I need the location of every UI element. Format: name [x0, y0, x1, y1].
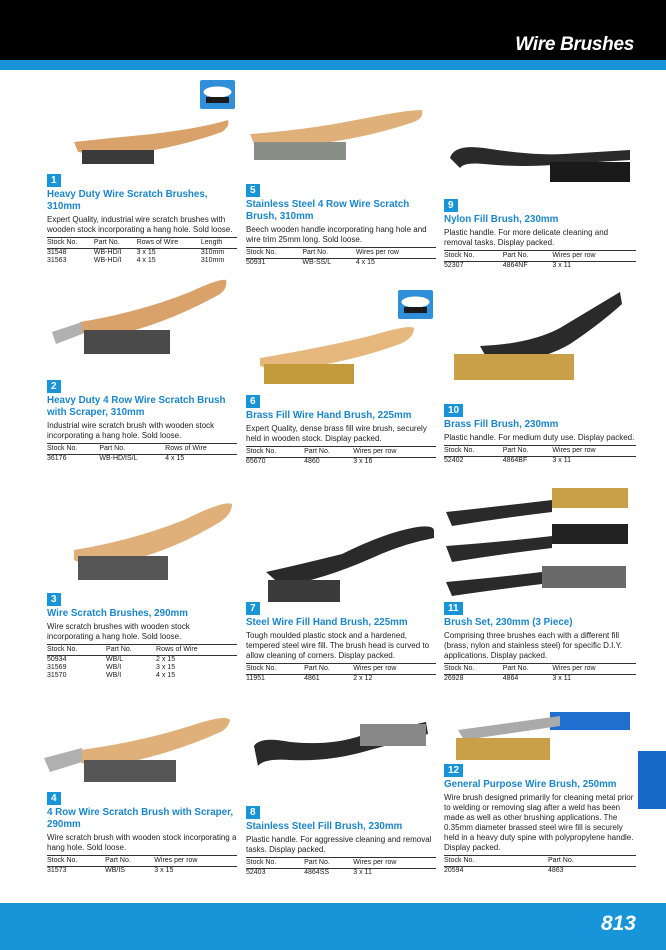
col-header: Wires per row: [353, 664, 436, 675]
product-number: 3: [47, 593, 61, 606]
product-7: [246, 598, 436, 683]
table-row: 50931 WB-SS/L 4 x 15: [246, 259, 375, 266]
table-row: 52307 4864NF 3 x 11: [444, 262, 571, 269]
product-title: Steel Wire Fill Hand Brush, 225mm: [246, 617, 408, 628]
brass-brush-image-6: [250, 318, 418, 390]
spec-table: [246, 857, 436, 877]
col-header: Stock No.: [47, 856, 105, 867]
table-row: 31548 WB-HD/I 3 x 15 310mm: [47, 249, 225, 256]
product-title: Brass Fill Brush, 230mm: [444, 419, 559, 430]
table-row: 65670 4860 3 x 16: [246, 458, 373, 465]
footer-bar: [0, 903, 666, 950]
product-5: [246, 180, 436, 267]
product-8: [246, 802, 436, 877]
product-title: Nylon Fill Brush, 230mm: [444, 214, 559, 225]
table-row: 31570 WB/I 4 x 15: [47, 672, 176, 679]
spec-table: [246, 247, 436, 267]
product-description: Plastic handle. For more delicate cleaning and removal tasks. Display packed.: [444, 228, 609, 247]
product-9: [444, 195, 636, 270]
col-header: Wires per row: [353, 858, 436, 869]
col-header: Stock No.: [47, 645, 106, 656]
product-number: 9: [444, 199, 458, 212]
col-header: Part No.: [105, 856, 154, 867]
draper-expert-logo: [200, 80, 235, 109]
product-1: [47, 170, 237, 265]
col-header: Rows of Wire: [165, 444, 237, 455]
product-6: [246, 391, 436, 466]
product-12: [444, 760, 636, 875]
spec-table: [444, 855, 636, 875]
product-number: 12: [444, 764, 463, 777]
product-description: Industrial wire scratch brush with wooden stock incorporating a hang hole. Sold loose.: [47, 421, 215, 440]
product-title: Brush Set, 230mm (3 Piece): [444, 617, 573, 628]
spec-table: [47, 855, 237, 875]
col-header: Part No.: [304, 447, 353, 458]
product-2: [47, 376, 237, 463]
brush-set-image-11: [442, 482, 632, 600]
col-header: Part No.: [302, 248, 355, 259]
product-title: Stainless Steel Fill Brush, 230mm: [246, 821, 403, 832]
product-description: Tough moulded plastic stock and a hardened, tempered steel wire fill. The brush head is curved to allow cleaning of corners. Display packed.: [246, 631, 430, 660]
col-header: Stock No.: [246, 248, 302, 259]
brass-brush-image-10: [450, 284, 626, 394]
section-tab: [638, 751, 666, 809]
col-header: Wires per row: [552, 251, 636, 262]
col-header: Part No.: [106, 645, 156, 656]
table-row: 31569 WB/I 3 x 15: [47, 664, 176, 671]
col-header: Wires per row: [552, 664, 636, 675]
draper-expert-logo: [398, 290, 433, 319]
product-description: Wire scratch brush with wooden stock incorporating a hang hole. Sold loose.: [47, 833, 237, 852]
product-description: Comprising three brushes each with a different fill (brass, nylon and stainless steel) for specific D.I.Y. applications. Display packed.: [444, 631, 623, 660]
product-number: 4: [47, 792, 61, 805]
col-header: Stock No.: [444, 446, 503, 457]
table-row: 31573 WB/IS 3 x 15: [47, 867, 174, 874]
table-row: 50934 WB/L 2 x 15: [47, 656, 176, 663]
product-3: [47, 589, 237, 680]
header-accent-line: [0, 60, 666, 70]
col-header: Rows of Wire: [156, 645, 237, 656]
col-header: Stock No.: [47, 238, 94, 249]
col-header: Part No.: [304, 858, 353, 869]
product-number: 5: [246, 184, 260, 197]
table-row: 52402 4864BF 3 x 11: [444, 457, 571, 464]
col-header: Part No.: [548, 856, 636, 867]
table-row: 31563 WB-HD/I 4 x 15 310mm: [47, 257, 225, 264]
product-title: Wire Scratch Brushes, 290mm: [47, 608, 188, 619]
col-header: Stock No.: [444, 856, 548, 867]
wire-brush-image-1: [72, 112, 232, 168]
col-header: Part No.: [503, 446, 553, 457]
product-description: Expert Quality, industrial wire scratch brushes with wooden stock incorporating a hang hole. Sold loose.: [47, 215, 233, 234]
scraper-brush-image-4: [40, 706, 234, 788]
spec-table: [444, 663, 636, 683]
product-4: [47, 788, 237, 875]
wire-brush-image-3: [64, 490, 236, 590]
product-description: Wire brush designed primarily for cleaning metal prior to welding or removing slag after a weld has been made as well as other brushing applications. The 0.35mm diameter brassed steel wire fill is securely held in a heavy duty spine with polypropylene handle. Display packed.: [444, 793, 634, 852]
product-number: 10: [444, 404, 463, 417]
product-number: 1: [47, 174, 61, 187]
product-number: 11: [444, 602, 463, 615]
table-row: 26928 4864 3 x 11: [444, 675, 571, 682]
table-row: 52403 4864SS 3 x 11: [246, 869, 372, 876]
col-header: Stock No.: [246, 664, 304, 675]
spec-table: [47, 443, 237, 463]
product-title: Brass Fill Wire Hand Brush, 225mm: [246, 410, 412, 421]
steel-brush-image-7: [262, 514, 438, 606]
col-header: Part No.: [304, 664, 353, 675]
col-header: Part No.: [99, 444, 165, 455]
col-header: Part No.: [503, 664, 553, 675]
col-header: Wires per row: [353, 447, 436, 458]
product-title: General Purpose Wire Brush, 250mm: [444, 779, 617, 790]
product-title: Heavy Duty 4 Row Wire Scratch Brush with Scraper, 310mm: [47, 395, 226, 418]
col-header: Part No.: [503, 251, 553, 262]
product-number: 7: [246, 602, 260, 615]
col-header: Wires per row: [154, 856, 237, 867]
col-header: Stock No.: [246, 858, 304, 869]
spec-table: [246, 446, 436, 466]
table-row: 36176 WB-HD/IS/L 4 x 15: [47, 455, 185, 462]
col-header: Stock No.: [47, 444, 99, 455]
product-number: 6: [246, 395, 260, 408]
nylon-brush-image-9: [444, 138, 634, 190]
col-header: Stock No.: [444, 251, 503, 262]
col-header: Rows of Wire: [137, 238, 201, 249]
wire-brush-image-5: [246, 104, 426, 164]
page-title: Wire Brushes: [515, 34, 634, 55]
col-header: Stock No.: [246, 447, 304, 458]
col-header: Part No.: [94, 238, 137, 249]
spec-table: [444, 445, 636, 465]
col-header: Length: [201, 238, 237, 249]
table-row: 20594 4863: [444, 867, 564, 874]
product-description: Plastic handle. For aggressive cleaning and removal tasks. Display packed.: [246, 835, 432, 854]
spec-table: [444, 250, 636, 270]
col-header: Wires per row: [552, 446, 636, 457]
spec-table: [47, 237, 237, 265]
product-description: Beech wooden handle incorporating hang hole and wire trim 25mm long. Sold loose.: [246, 225, 427, 244]
product-number: 8: [246, 806, 260, 819]
product-title: 4 Row Wire Scratch Brush with Scraper, 290mm: [47, 807, 234, 830]
scraper-brush-image-2: [50, 272, 232, 362]
product-description: Wire scratch brushes with wooden stock incorporating a hang hole. Sold loose.: [47, 622, 190, 641]
table-row: 11951 4861 2 x 12: [246, 675, 373, 682]
product-number: 2: [47, 380, 61, 393]
product-title: Stainless Steel 4 Row Wire Scratch Brush, 310mm: [246, 199, 410, 222]
product-description: Plastic handle. For medium duty use. Display packed.: [444, 433, 635, 442]
spec-table: [47, 644, 237, 680]
product-10: [444, 400, 636, 465]
col-header: Stock No.: [444, 664, 503, 675]
stainless-brush-image-8: [250, 706, 434, 792]
spec-table: [246, 663, 436, 683]
product-title: Heavy Duty Wire Scratch Brushes, 310mm: [47, 189, 208, 212]
product-11: [444, 598, 636, 683]
col-header: Wires per row: [356, 248, 436, 259]
product-description: Expert Quality, dense brass fill wire brush, securely held in wooden stock. Display packed.: [246, 424, 427, 443]
page-number: 813: [600, 912, 636, 935]
